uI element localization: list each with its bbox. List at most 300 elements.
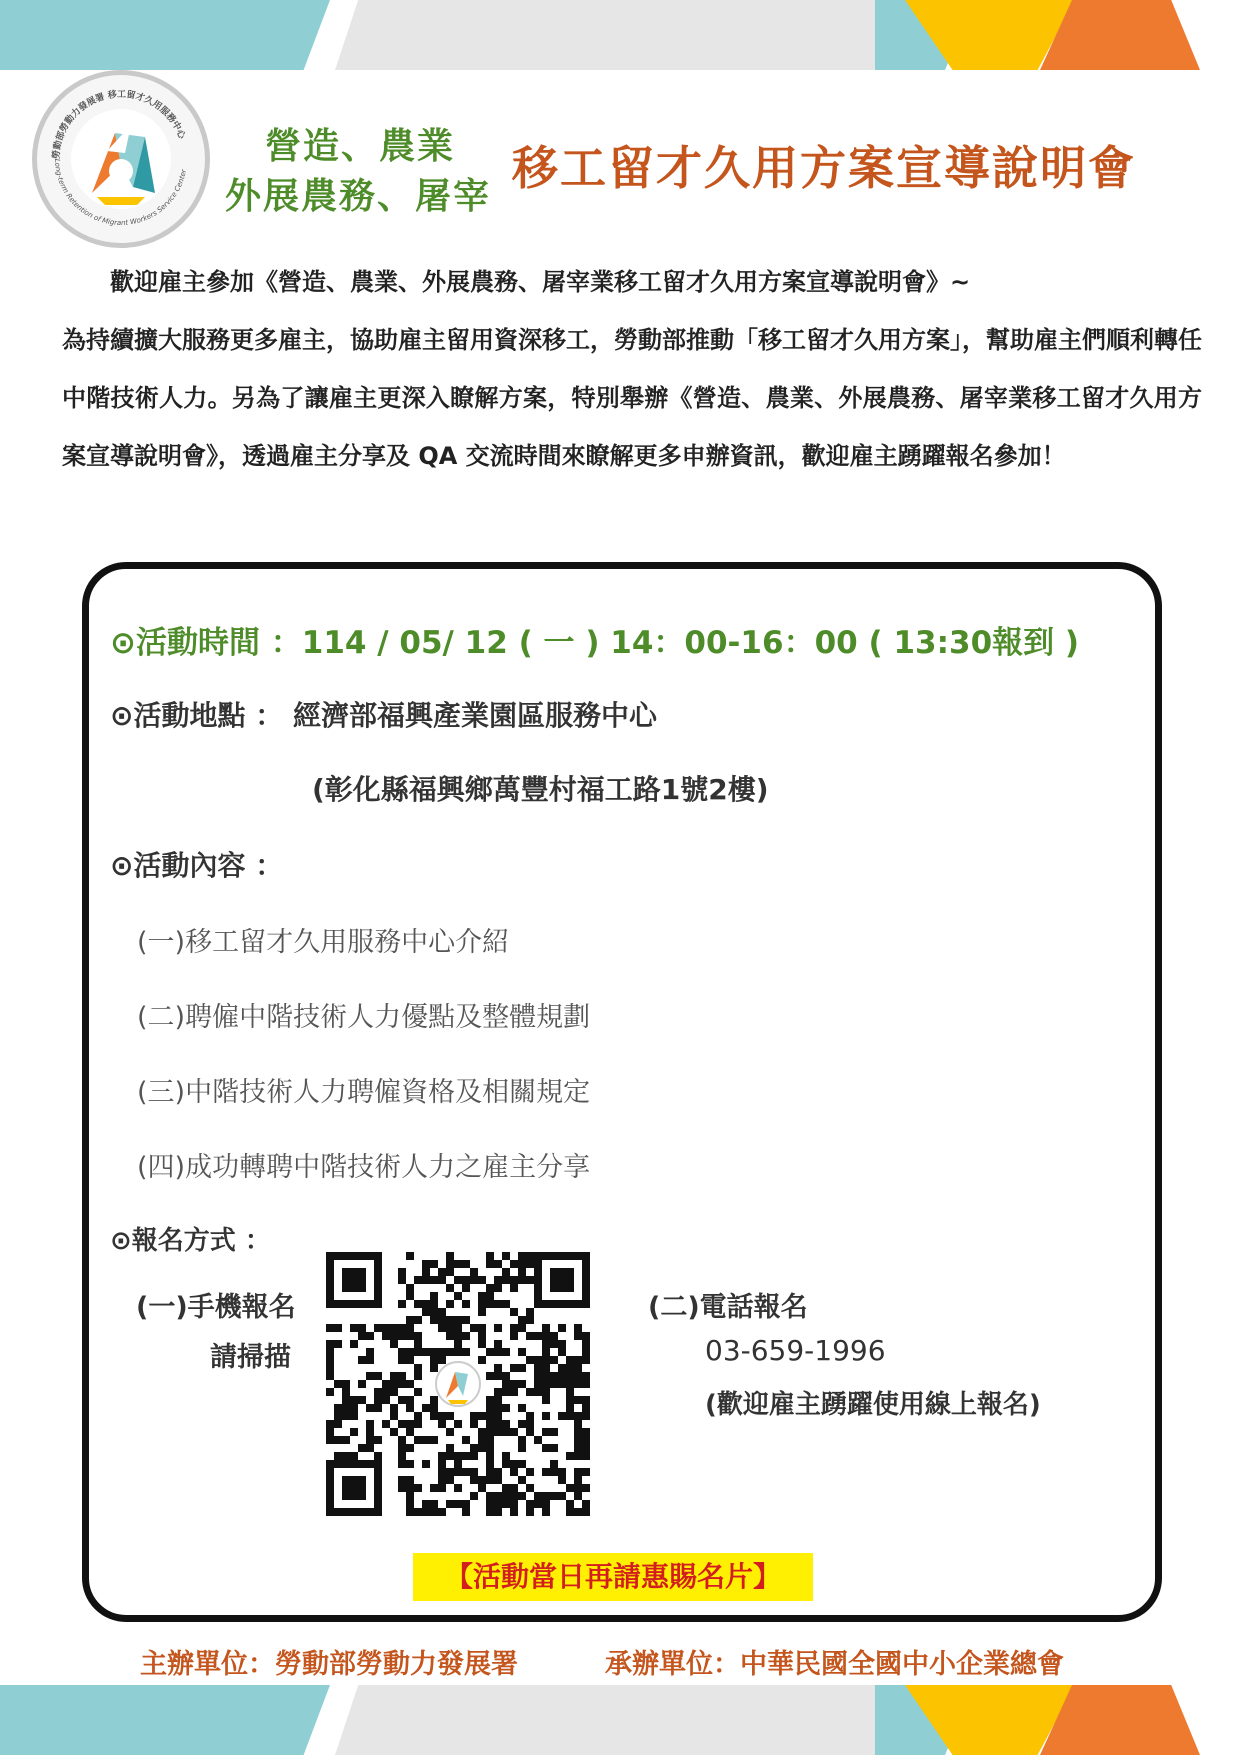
qr-module	[414, 1436, 422, 1444]
qr-module	[486, 1292, 494, 1300]
qr-module	[438, 1468, 446, 1476]
qr-module	[566, 1364, 574, 1372]
qr-module	[510, 1332, 518, 1340]
qr-module	[430, 1356, 438, 1364]
qr-module	[366, 1356, 374, 1364]
qr-module	[462, 1348, 470, 1356]
qr-module	[518, 1380, 526, 1388]
qr-module	[542, 1348, 550, 1356]
qr-module	[462, 1508, 470, 1516]
qr-module	[366, 1332, 374, 1340]
qr-module	[326, 1420, 334, 1428]
qr-module	[510, 1308, 518, 1316]
qr-module	[326, 1372, 334, 1380]
registration-qr-code[interactable]	[322, 1248, 594, 1520]
qr-module	[438, 1324, 446, 1332]
qr-module	[574, 1436, 582, 1444]
qr-module	[342, 1396, 350, 1404]
qr-module	[478, 1300, 486, 1308]
qr-module	[430, 1308, 438, 1316]
qr-module	[510, 1284, 518, 1292]
qr-module	[446, 1500, 454, 1508]
top-band-gray	[335, 0, 915, 70]
organizer-unit: 承辦單位：中華民國全國中小企業總會	[605, 1649, 1064, 1680]
qr-module	[518, 1492, 526, 1500]
qr-module	[486, 1492, 494, 1500]
qr-module	[478, 1324, 486, 1332]
qr-module	[374, 1388, 382, 1396]
qr-module	[566, 1388, 574, 1396]
bottom-band-gray	[335, 1685, 915, 1755]
qr-module	[446, 1268, 454, 1276]
qr-module	[526, 1356, 534, 1364]
qr-module	[566, 1372, 574, 1380]
qr-module	[574, 1364, 582, 1372]
qr-module	[550, 1444, 558, 1452]
qr-module	[342, 1452, 350, 1460]
qr-module	[390, 1404, 398, 1412]
qr-module	[550, 1428, 558, 1436]
qr-module	[414, 1300, 422, 1308]
qr-module	[390, 1412, 398, 1420]
qr-module	[414, 1420, 422, 1428]
qr-module	[326, 1348, 334, 1356]
qr-module	[502, 1300, 510, 1308]
qr-finder-top-left	[326, 1252, 382, 1308]
qr-module	[406, 1332, 414, 1340]
qr-module	[494, 1412, 502, 1420]
qr-module	[574, 1492, 582, 1500]
qr-module	[390, 1428, 398, 1436]
qr-finder-bottom-left	[326, 1460, 382, 1516]
qr-module	[518, 1348, 526, 1356]
phone-registration-label: (二)電話報名	[648, 1292, 808, 1323]
qr-module	[422, 1404, 430, 1412]
event-location: ⊙活動地點 ： 經濟部福興產業園區服務中心	[110, 699, 657, 732]
qr-module	[518, 1276, 526, 1284]
qr-module	[414, 1340, 422, 1348]
phone-number[interactable]: 03-659-1996	[705, 1334, 886, 1367]
qr-module	[542, 1492, 550, 1500]
qr-module	[454, 1500, 462, 1508]
qr-module	[374, 1324, 382, 1332]
qr-module	[510, 1260, 518, 1268]
qr-module	[350, 1396, 358, 1404]
qr-module	[430, 1508, 438, 1516]
qr-module	[438, 1476, 446, 1484]
bottom-color-band	[0, 1685, 1241, 1755]
qr-module	[566, 1380, 574, 1388]
qr-module	[494, 1388, 502, 1396]
qr-module	[518, 1252, 526, 1260]
top-band-teal	[0, 0, 330, 70]
qr-module	[350, 1404, 358, 1412]
qr-module	[382, 1396, 390, 1404]
scan-hint: 請掃描	[210, 1342, 291, 1373]
qr-module	[406, 1292, 414, 1300]
qr-module	[406, 1500, 414, 1508]
qr-module	[502, 1460, 510, 1468]
qr-module	[542, 1428, 550, 1436]
qr-module	[462, 1316, 470, 1324]
qr-module	[582, 1332, 590, 1340]
qr-module	[446, 1468, 454, 1476]
qr-module	[454, 1292, 462, 1300]
qr-module	[334, 1404, 342, 1412]
qr-module	[502, 1348, 510, 1356]
qr-module	[406, 1508, 414, 1516]
qr-module	[534, 1500, 542, 1508]
qr-module	[550, 1356, 558, 1364]
qr-module	[470, 1324, 478, 1332]
qr-module	[430, 1300, 438, 1308]
qr-module	[526, 1308, 534, 1316]
qr-module	[574, 1420, 582, 1428]
qr-module	[326, 1340, 334, 1348]
qr-module	[438, 1484, 446, 1492]
qr-module	[438, 1508, 446, 1516]
qr-module	[438, 1308, 446, 1316]
qr-module	[358, 1324, 366, 1332]
qr-module	[438, 1348, 446, 1356]
qr-module	[494, 1420, 502, 1428]
qr-module	[518, 1324, 526, 1332]
qr-module	[326, 1324, 334, 1332]
qr-module	[430, 1500, 438, 1508]
qr-module	[542, 1324, 550, 1332]
qr-module	[494, 1372, 502, 1380]
qr-module	[406, 1492, 414, 1500]
qr-module	[486, 1444, 494, 1452]
qr-module	[438, 1460, 446, 1468]
qr-module	[334, 1436, 342, 1444]
event-content-label: ⊙活動內容 ：	[110, 849, 284, 882]
qr-module	[414, 1372, 422, 1380]
qr-module	[462, 1436, 470, 1444]
qr-module	[582, 1396, 590, 1404]
qr-module	[454, 1324, 462, 1332]
qr-module	[486, 1428, 494, 1436]
qr-module	[430, 1276, 438, 1284]
business-card-notice: 【活動當日再請惠賜名片】	[413, 1553, 813, 1601]
qr-module	[510, 1428, 518, 1436]
qr-module	[518, 1460, 526, 1468]
service-center-logo	[32, 70, 210, 248]
qr-module	[574, 1452, 582, 1460]
qr-module	[550, 1492, 558, 1500]
qr-module	[342, 1388, 350, 1396]
qr-module	[406, 1348, 414, 1356]
qr-module	[334, 1420, 342, 1428]
qr-module	[478, 1412, 486, 1420]
qr-module	[422, 1508, 430, 1516]
qr-module	[446, 1476, 454, 1484]
qr-module	[398, 1324, 406, 1332]
qr-module	[510, 1484, 518, 1492]
qr-module	[486, 1420, 494, 1428]
qr-module	[366, 1404, 374, 1412]
qr-module	[502, 1452, 510, 1460]
qr-module	[470, 1468, 478, 1476]
qr-module	[414, 1412, 422, 1420]
qr-module	[462, 1276, 470, 1284]
qr-module	[582, 1484, 590, 1492]
qr-module	[574, 1412, 582, 1420]
qr-module	[446, 1348, 454, 1356]
qr-module	[398, 1484, 406, 1492]
qr-module	[366, 1436, 374, 1444]
qr-module	[398, 1460, 406, 1468]
qr-module	[422, 1268, 430, 1276]
qr-module	[494, 1508, 502, 1516]
qr-module	[398, 1268, 406, 1276]
qr-module	[350, 1452, 358, 1460]
qr-module	[414, 1388, 422, 1396]
qr-module	[454, 1332, 462, 1340]
top-color-band	[0, 0, 1241, 70]
qr-module	[382, 1332, 390, 1340]
qr-module	[398, 1452, 406, 1460]
page-title: 移工留才久用方案宣導說明會	[512, 141, 1136, 195]
qr-module	[582, 1380, 590, 1388]
qr-module	[430, 1348, 438, 1356]
qr-module	[470, 1412, 478, 1420]
qr-module	[526, 1412, 534, 1420]
qr-module	[446, 1316, 454, 1324]
qr-module	[558, 1372, 566, 1380]
qr-module	[414, 1348, 422, 1356]
host-unit: 主辦單位：勞動部勞動力發展署	[140, 1649, 518, 1680]
qr-module	[366, 1420, 374, 1428]
qr-module	[486, 1452, 494, 1460]
qr-module	[582, 1508, 590, 1516]
qr-module	[534, 1364, 542, 1372]
qr-module	[566, 1484, 574, 1492]
qr-module	[542, 1412, 550, 1420]
qr-module	[478, 1444, 486, 1452]
subtitle-line-1: 營造、農業	[265, 126, 456, 167]
qr-module	[406, 1484, 414, 1492]
qr-module	[462, 1468, 470, 1476]
qr-module	[438, 1276, 446, 1284]
qr-module	[494, 1500, 502, 1508]
qr-module	[358, 1396, 366, 1404]
qr-module	[526, 1420, 534, 1428]
qr-module	[494, 1348, 502, 1356]
qr-module	[582, 1436, 590, 1444]
qr-module	[470, 1268, 478, 1276]
qr-module	[558, 1476, 566, 1484]
qr-module	[510, 1364, 518, 1372]
qr-module	[582, 1468, 590, 1476]
qr-module	[486, 1252, 494, 1260]
qr-module	[438, 1356, 446, 1364]
qr-module	[478, 1340, 486, 1348]
qr-module	[406, 1316, 414, 1324]
qr-module	[542, 1364, 550, 1372]
qr-module	[494, 1468, 502, 1476]
qr-module	[550, 1380, 558, 1388]
qr-module	[542, 1388, 550, 1396]
qr-module	[542, 1444, 550, 1452]
qr-module	[326, 1356, 334, 1364]
qr-module	[502, 1428, 510, 1436]
qr-module	[342, 1436, 350, 1444]
qr-module	[422, 1308, 430, 1316]
qr-module	[574, 1356, 582, 1364]
qr-module	[582, 1428, 590, 1436]
qr-module	[566, 1508, 574, 1516]
qr-module	[374, 1372, 382, 1380]
phone-note: (歡迎雇主踴躍使用線上報名)	[705, 1390, 1041, 1420]
qr-module	[454, 1452, 462, 1460]
qr-module	[558, 1364, 566, 1372]
qr-module	[414, 1276, 422, 1284]
qr-module	[582, 1500, 590, 1508]
qr-module	[582, 1452, 590, 1460]
qr-module	[486, 1412, 494, 1420]
qr-module	[454, 1348, 462, 1356]
qr-module	[486, 1348, 494, 1356]
qr-module	[446, 1452, 454, 1460]
qr-module	[334, 1452, 342, 1460]
qr-module	[366, 1444, 374, 1452]
qr-module	[534, 1380, 542, 1388]
qr-module	[566, 1412, 574, 1420]
qr-module	[486, 1300, 494, 1308]
qr-module	[422, 1276, 430, 1284]
qr-module	[542, 1340, 550, 1348]
qr-module	[526, 1332, 534, 1340]
qr-module	[518, 1268, 526, 1276]
qr-module	[478, 1476, 486, 1484]
qr-module	[406, 1380, 414, 1388]
qr-module	[534, 1372, 542, 1380]
qr-module	[350, 1324, 358, 1332]
qr-module	[526, 1260, 534, 1268]
qr-module	[430, 1436, 438, 1444]
qr-module	[510, 1380, 518, 1388]
qr-module	[430, 1412, 438, 1420]
qr-module	[510, 1508, 518, 1516]
qr-module	[398, 1356, 406, 1364]
qr-module	[454, 1468, 462, 1476]
qr-module	[358, 1380, 366, 1388]
qr-module	[486, 1260, 494, 1268]
qr-module	[470, 1276, 478, 1284]
qr-module	[470, 1420, 478, 1428]
qr-module	[574, 1372, 582, 1380]
qr-module	[342, 1412, 350, 1420]
qr-module	[454, 1276, 462, 1284]
qr-module	[430, 1260, 438, 1268]
qr-module	[526, 1428, 534, 1436]
qr-module	[574, 1380, 582, 1388]
qr-module	[510, 1492, 518, 1500]
qr-center-logo	[436, 1362, 480, 1406]
qr-module	[526, 1276, 534, 1284]
qr-module	[582, 1444, 590, 1452]
qr-module	[542, 1396, 550, 1404]
qr-module	[502, 1388, 510, 1396]
qr-module	[486, 1372, 494, 1380]
qr-module	[430, 1396, 438, 1404]
qr-module	[478, 1436, 486, 1444]
qr-module	[534, 1356, 542, 1364]
intro-paragraph	[62, 253, 1202, 485]
qr-module	[558, 1492, 566, 1500]
qr-module	[382, 1380, 390, 1388]
qr-module	[502, 1268, 510, 1276]
qr-module	[534, 1388, 542, 1396]
qr-module	[558, 1380, 566, 1388]
qr-module	[374, 1452, 382, 1460]
qr-module	[422, 1436, 430, 1444]
qr-module	[326, 1364, 334, 1372]
qr-module	[510, 1468, 518, 1476]
qr-module	[350, 1412, 358, 1420]
qr-module	[542, 1500, 550, 1508]
qr-module	[494, 1300, 502, 1308]
qr-module	[510, 1324, 518, 1332]
qr-module	[518, 1476, 526, 1484]
qr-module	[454, 1260, 462, 1268]
qr-module	[406, 1444, 414, 1452]
qr-module	[398, 1396, 406, 1404]
qr-module	[446, 1284, 454, 1292]
qr-module	[526, 1468, 534, 1476]
qr-module	[374, 1396, 382, 1404]
qr-module	[486, 1476, 494, 1484]
qr-module	[534, 1436, 542, 1444]
qr-module	[334, 1324, 342, 1332]
qr-module	[446, 1300, 454, 1308]
qr-module	[526, 1252, 534, 1260]
qr-module	[430, 1484, 438, 1492]
qr-module	[334, 1380, 342, 1388]
qr-module	[470, 1452, 478, 1460]
qr-module	[422, 1260, 430, 1268]
qr-module	[518, 1260, 526, 1268]
qr-module	[502, 1372, 510, 1380]
qr-module	[398, 1276, 406, 1284]
qr-module	[486, 1404, 494, 1412]
qr-module	[518, 1404, 526, 1412]
qr-module	[494, 1492, 502, 1500]
qr-module	[526, 1316, 534, 1324]
event-address: (彰化縣福興鄉萬豐村福工路1號2樓)	[312, 773, 769, 806]
qr-module	[454, 1316, 462, 1324]
qr-module	[526, 1388, 534, 1396]
qr-module	[582, 1404, 590, 1412]
qr-module	[358, 1332, 366, 1340]
qr-module	[366, 1348, 374, 1356]
qr-module	[342, 1380, 350, 1388]
qr-module	[446, 1252, 454, 1260]
qr-module	[494, 1404, 502, 1412]
qr-module	[566, 1404, 574, 1412]
qr-module	[502, 1404, 510, 1412]
qr-module	[406, 1460, 414, 1468]
qr-module	[574, 1324, 582, 1332]
qr-module	[550, 1340, 558, 1348]
qr-module	[494, 1396, 502, 1404]
qr-module	[526, 1508, 534, 1516]
qr-module	[390, 1380, 398, 1388]
qr-module	[350, 1340, 358, 1348]
qr-module	[334, 1412, 342, 1420]
qr-module	[374, 1436, 382, 1444]
